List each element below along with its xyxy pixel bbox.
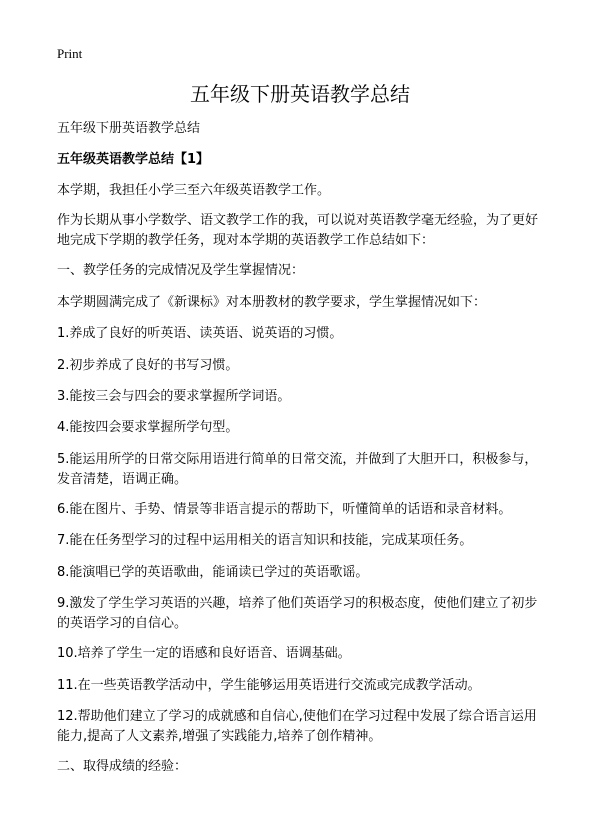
paragraph-1: 本学期，我担任小学三至六年级英语教学工作。 bbox=[57, 183, 331, 198]
list-item-9: 9.激发了学生学习英语的兴趣，培养了他们英语学习的积极态度，使他们建立了初步的英语学习的自信心。 bbox=[57, 596, 538, 631]
list-item-11: 11.在一些英语教学活动中，学生能够运用英语进行交流或完成教学活动。 bbox=[57, 678, 481, 693]
list-item-7: 7.能在任务型学习的过程中运用相关的语言知识和技能，完成某项任务。 bbox=[57, 533, 473, 548]
section-heading: 五年级英语教学总结【1】 bbox=[57, 152, 210, 167]
paragraph-2: 作为长期从事小学数学、语文教学工作的我，可以说对英语教学毫无经验，为了更好地完成下学期的教学任务，现对本学期的英语教学工作总结如下： bbox=[57, 213, 539, 248]
print-link[interactable]: Print bbox=[57, 46, 83, 61]
list-item-2: 2.初步养成了良好的书写习惯。 bbox=[57, 358, 239, 373]
list-item-6: 6.能在图片、手势、情景等非语言提示的帮助下，听懂简单的话语和录音材料。 bbox=[57, 502, 512, 517]
subtitle: 五年级下册英语教学总结 bbox=[57, 121, 201, 136]
paragraph-4: 本学期圆满完成了《新课标》对本册教材的教学要求，学生掌握情况如下： bbox=[57, 295, 487, 310]
list-item-5: 5.能运用所学的日常交际用语进行简单的日常交流，并做到了大胆开口，积极参与，发音清楚，语调正确。 bbox=[57, 452, 538, 487]
list-item-10: 10.培养了学生一定的语感和良好语音、语调基础。 bbox=[57, 646, 351, 661]
list-item-12: 12.帮助他们建立了学习的成就感和自信心,使他们在学习过程中发展了综合语言运用能力,提高了人文素养,增强了实践能力,培养了创作精神。 bbox=[57, 709, 537, 744]
page-title: 五年级下册英语教学总结 bbox=[190, 82, 410, 106]
list-item-8: 8.能演唱已学的英语歌曲，能诵读已学过的英语歌谣。 bbox=[57, 565, 369, 580]
list-item-4: 4.能按四会要求掌握所学句型。 bbox=[57, 420, 239, 435]
paragraph-3: 一、教学任务的完成情况及学生掌握情况： bbox=[57, 263, 305, 278]
section-heading-2: 二、取得成绩的经验： bbox=[57, 759, 188, 774]
list-item-3: 3.能按三会与四会的要求掌握所学词语。 bbox=[57, 389, 291, 404]
list-item-1: 1.养成了良好的听英语、读英语、说英语的习惯。 bbox=[57, 326, 343, 341]
